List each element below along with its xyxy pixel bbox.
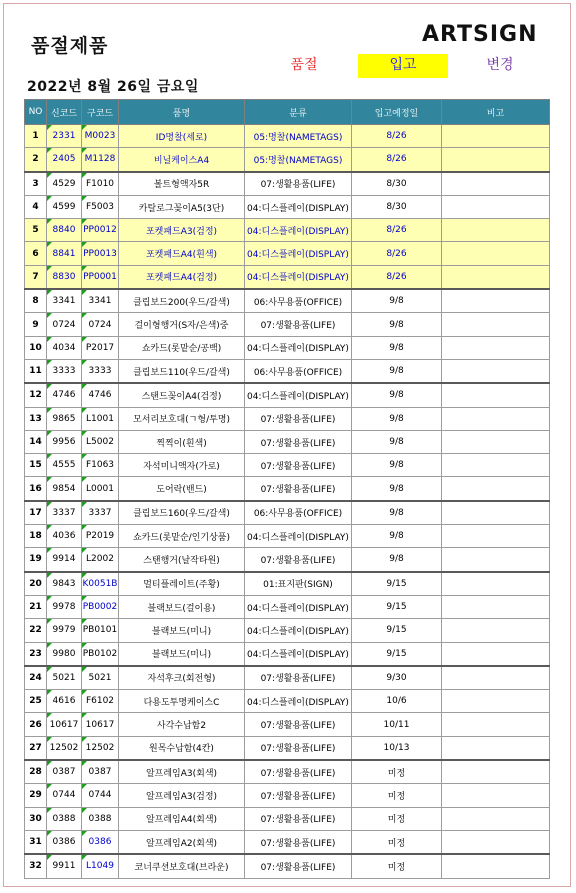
table-row: [25, 690, 550, 713]
row-product-name-cell: 블랙보드(미니): [119, 619, 245, 642]
row-note-cell: [442, 830, 550, 854]
row-old-code-cell: 4746: [82, 383, 119, 407]
row-no-cell: 32: [25, 854, 47, 878]
table-row: [25, 807, 550, 830]
row-old-code-cell: 0387: [82, 760, 119, 784]
row-category-cell: 04:디스플레이(DISPLAY): [245, 595, 352, 618]
table-row: [25, 219, 550, 242]
row-product-name-cell: 도어락(밴드): [119, 477, 245, 501]
row-note-cell: [442, 477, 550, 501]
row-old-code-cell: P2019: [82, 525, 119, 548]
row-new-code-cell: 4746: [47, 383, 82, 407]
row-expected-date-cell: 10/13: [352, 736, 442, 760]
table-row: [25, 289, 550, 313]
row-category-cell: 06:사무용품(OFFICE): [245, 359, 352, 383]
table-row: [25, 265, 550, 289]
row-expected-date-cell: 9/8: [352, 289, 442, 313]
table-row: [25, 172, 550, 196]
row-note-cell: [442, 265, 550, 289]
row-note-cell: [442, 572, 550, 596]
row-expected-date-cell: 미정: [352, 854, 442, 878]
table-row: [25, 713, 550, 736]
row-expected-date-cell: 9/8: [352, 313, 442, 336]
row-new-code-cell: 9956: [47, 430, 82, 453]
row-old-code-cell: P2017: [82, 336, 119, 359]
row-old-code-cell: L1049: [82, 854, 119, 878]
row-old-code-cell: PB0002: [82, 595, 119, 618]
row-note-cell: [442, 690, 550, 713]
row-new-code-cell: 4599: [47, 195, 82, 218]
row-no-cell: 20: [25, 572, 47, 596]
row-no-cell: 8: [25, 289, 47, 313]
row-expected-date-cell: 9/15: [352, 619, 442, 642]
row-category-cell: 04:디스플레이(DISPLAY): [245, 336, 352, 359]
row-category-cell: 07:생활용품(LIFE): [245, 666, 352, 690]
row-product-name-cell: 스탠드꽂이A4(검정): [119, 383, 245, 407]
row-note-cell: [442, 289, 550, 313]
table-row: [25, 854, 550, 878]
row-old-code-cell: PB0102: [82, 642, 119, 666]
row-note-cell: [442, 172, 550, 196]
row-old-code-cell: M1128: [82, 148, 119, 172]
row-category-cell: 07:생활용품(LIFE): [245, 830, 352, 854]
row-product-name-cell: 원목수납함(4칸): [119, 736, 245, 760]
row-old-code-cell: PB0101: [82, 619, 119, 642]
row-note-cell: [442, 195, 550, 218]
row-expected-date-cell: 미정: [352, 807, 442, 830]
row-category-cell: 07:생활용품(LIFE): [245, 760, 352, 784]
row-product-name-cell: 클립보드160(우드/갈색): [119, 501, 245, 525]
row-no-cell: 28: [25, 760, 47, 784]
row-note-cell: [442, 666, 550, 690]
row-category-cell: 07:생활용품(LIFE): [245, 407, 352, 430]
table-row: [25, 477, 550, 501]
row-no-cell: 24: [25, 666, 47, 690]
row-product-name-cell: 알프레임A4(회색): [119, 807, 245, 830]
row-new-code-cell: 0388: [47, 807, 82, 830]
row-note-cell: [442, 125, 550, 148]
table-row: [25, 195, 550, 218]
row-expected-date-cell: 8/30: [352, 195, 442, 218]
row-note-cell: [442, 501, 550, 525]
row-product-name-cell: 클립보드110(우드/갈색): [119, 359, 245, 383]
row-no-cell: 11: [25, 359, 47, 383]
row-no-cell: 26: [25, 713, 47, 736]
row-new-code-cell: 4036: [47, 525, 82, 548]
table-row: [25, 430, 550, 453]
row-product-name-cell: 스탠행거(날작타원): [119, 548, 245, 572]
row-note-cell: [442, 642, 550, 666]
stock-table: [24, 99, 550, 879]
row-no-cell: 4: [25, 195, 47, 218]
table-header-row: [25, 100, 550, 125]
row-product-name-cell: 포켓패드A4(검정): [119, 265, 245, 289]
row-old-code-cell: F6102: [82, 690, 119, 713]
row-product-name-cell: 멀티플레이트(주황): [119, 572, 245, 596]
legend-changed: 변경: [486, 57, 514, 73]
row-category-cell: 07:생활용품(LIFE): [245, 854, 352, 878]
row-new-code-cell: 9979: [47, 619, 82, 642]
table-row: [25, 501, 550, 525]
row-no-cell: 29: [25, 784, 47, 807]
row-product-name-cell: 알프레임A3(검정): [119, 784, 245, 807]
row-note-cell: [442, 148, 550, 172]
row-no-cell: 19: [25, 548, 47, 572]
row-expected-date-cell: 9/8: [352, 359, 442, 383]
header-no: NO: [25, 100, 47, 125]
row-product-name-cell: 자석후크(회전형): [119, 666, 245, 690]
row-old-code-cell: 10617: [82, 713, 119, 736]
row-new-code-cell: 9843: [47, 572, 82, 596]
row-no-cell: 2: [25, 148, 47, 172]
row-old-code-cell: L2002: [82, 548, 119, 572]
row-old-code-cell: 0744: [82, 784, 119, 807]
row-product-name-cell: 카탈로그꽂이A5(3단): [119, 195, 245, 218]
table-row: [25, 359, 550, 383]
row-product-name-cell: 코너쿠션보호대(브라운): [119, 854, 245, 878]
row-note-cell: [442, 713, 550, 736]
row-note-cell: [442, 242, 550, 265]
row-expected-date-cell: 10/6: [352, 690, 442, 713]
row-category-cell: 04:디스플레이(DISPLAY): [245, 642, 352, 666]
row-note-cell: [442, 595, 550, 618]
row-no-cell: 27: [25, 736, 47, 760]
row-note-cell: [442, 454, 550, 477]
row-new-code-cell: 8830: [47, 265, 82, 289]
row-expected-date-cell: 9/8: [352, 501, 442, 525]
row-old-code-cell: F5003: [82, 195, 119, 218]
row-category-cell: 04:디스플레이(DISPLAY): [245, 195, 352, 218]
legend-inbound: 입고: [358, 54, 448, 78]
row-old-code-cell: 12502: [82, 736, 119, 760]
row-note-cell: [442, 784, 550, 807]
table-row: [25, 736, 550, 760]
row-no-cell: 5: [25, 219, 47, 242]
row-note-cell: [442, 359, 550, 383]
row-new-code-cell: 4616: [47, 690, 82, 713]
row-new-code-cell: 4529: [47, 172, 82, 196]
header-product-name: 품명: [119, 100, 245, 125]
row-old-code-cell: F1010: [82, 172, 119, 196]
row-category-cell: 04:디스플레이(DISPLAY): [245, 525, 352, 548]
row-new-code-cell: 2405: [47, 148, 82, 172]
header-category: 분류: [245, 100, 352, 125]
row-note-cell: [442, 336, 550, 359]
row-expected-date-cell: 9/8: [352, 430, 442, 453]
row-product-name-cell: 포켓패드A4(흰색): [119, 242, 245, 265]
row-category-cell: 06:사무용품(OFFICE): [245, 501, 352, 525]
row-old-code-cell: PP0012: [82, 219, 119, 242]
row-note-cell: [442, 313, 550, 336]
row-expected-date-cell: 미정: [352, 760, 442, 784]
row-new-code-cell: 9854: [47, 477, 82, 501]
row-expected-date-cell: 9/8: [352, 383, 442, 407]
row-no-cell: 21: [25, 595, 47, 618]
header-expected-date: 입고예정일: [352, 100, 442, 125]
row-old-code-cell: 0386: [82, 830, 119, 854]
row-note-cell: [442, 548, 550, 572]
row-new-code-cell: 0386: [47, 830, 82, 854]
table-row: [25, 313, 550, 336]
row-no-cell: 25: [25, 690, 47, 713]
row-category-cell: 05:명찰(NAMETAGS): [245, 148, 352, 172]
row-expected-date-cell: 9/8: [352, 477, 442, 501]
header-old-code: 구코드: [82, 100, 119, 125]
table-row: [25, 454, 550, 477]
table-row: [25, 525, 550, 548]
row-old-code-cell: PP0013: [82, 242, 119, 265]
row-old-code-cell: 0388: [82, 807, 119, 830]
table-row: [25, 784, 550, 807]
row-category-cell: 07:생활용품(LIFE): [245, 477, 352, 501]
row-expected-date-cell: 9/8: [352, 336, 442, 359]
row-old-code-cell: PP0001: [82, 265, 119, 289]
row-expected-date-cell: 8/26: [352, 125, 442, 148]
row-old-code-cell: 3337: [82, 501, 119, 525]
row-old-code-cell: 5021: [82, 666, 119, 690]
table-row: [25, 125, 550, 148]
row-category-cell: 07:생활용품(LIFE): [245, 736, 352, 760]
row-expected-date-cell: 8/26: [352, 242, 442, 265]
row-category-cell: 07:생활용품(LIFE): [245, 172, 352, 196]
row-old-code-cell: K0051B: [82, 572, 119, 596]
table-row: [25, 666, 550, 690]
row-new-code-cell: 12502: [47, 736, 82, 760]
row-old-code-cell: 3333: [82, 359, 119, 383]
row-no-cell: 7: [25, 265, 47, 289]
row-expected-date-cell: 9/8: [352, 454, 442, 477]
row-product-name-cell: 쇼카드(롯맡순/인기상품): [119, 525, 245, 548]
row-new-code-cell: 4034: [47, 336, 82, 359]
row-no-cell: 15: [25, 454, 47, 477]
row-no-cell: 13: [25, 407, 47, 430]
row-expected-date-cell: 9/15: [352, 572, 442, 596]
brand-logo-text: ARTSIGN: [422, 22, 538, 47]
row-new-code-cell: 3337: [47, 501, 82, 525]
row-no-cell: 17: [25, 501, 47, 525]
row-product-name-cell: 블랙보드(걸이용): [119, 595, 245, 618]
row-category-cell: 07:생활용품(LIFE): [245, 454, 352, 477]
row-product-name-cell: 찍찍이(흰색): [119, 430, 245, 453]
row-new-code-cell: 5021: [47, 666, 82, 690]
row-new-code-cell: 4555: [47, 454, 82, 477]
row-expected-date-cell: 미정: [352, 784, 442, 807]
row-new-code-cell: 3341: [47, 289, 82, 313]
row-no-cell: 12: [25, 383, 47, 407]
row-category-cell: 04:디스플레이(DISPLAY): [245, 383, 352, 407]
row-old-code-cell: L5002: [82, 430, 119, 453]
row-category-cell: 05:명찰(NAMETAGS): [245, 125, 352, 148]
header-note: 비고: [442, 100, 550, 125]
row-note-cell: [442, 760, 550, 784]
row-product-name-cell: 다용도투명케이스C: [119, 690, 245, 713]
row-new-code-cell: 10617: [47, 713, 82, 736]
row-product-name-cell: 쇼카드(롯맡순/공백): [119, 336, 245, 359]
row-new-code-cell: 9980: [47, 642, 82, 666]
table-row: [25, 595, 550, 618]
row-no-cell: 22: [25, 619, 47, 642]
row-note-cell: [442, 736, 550, 760]
table-row: [25, 383, 550, 407]
row-expected-date-cell: 미정: [352, 830, 442, 854]
row-new-code-cell: 0724: [47, 313, 82, 336]
row-category-cell: 06:사무용품(OFFICE): [245, 289, 352, 313]
row-expected-date-cell: 8/30: [352, 172, 442, 196]
table-row: [25, 548, 550, 572]
table-row: [25, 642, 550, 666]
row-expected-date-cell: 8/26: [352, 265, 442, 289]
row-old-code-cell: L1001: [82, 407, 119, 430]
table-row: [25, 148, 550, 172]
row-category-cell: 07:생활용품(LIFE): [245, 548, 352, 572]
row-product-name-cell: 볼트형액자5R: [119, 172, 245, 196]
row-expected-date-cell: 9/15: [352, 642, 442, 666]
row-note-cell: [442, 219, 550, 242]
row-category-cell: 04:디스플레이(DISPLAY): [245, 265, 352, 289]
row-product-name-cell: 비닐케이스A4: [119, 148, 245, 172]
row-expected-date-cell: 9/30: [352, 666, 442, 690]
row-new-code-cell: 2331: [47, 125, 82, 148]
row-expected-date-cell: 8/26: [352, 148, 442, 172]
row-category-cell: 04:디스플레이(DISPLAY): [245, 219, 352, 242]
row-product-name-cell: 알프레임A3(회색): [119, 760, 245, 784]
row-note-cell: [442, 619, 550, 642]
row-new-code-cell: 9911: [47, 854, 82, 878]
row-category-cell: 01:표지판(SIGN): [245, 572, 352, 596]
row-note-cell: [442, 807, 550, 830]
table-row: [25, 407, 550, 430]
table-row: [25, 830, 550, 854]
row-product-name-cell: 걸이형행거(S자/은색)중: [119, 313, 245, 336]
row-product-name-cell: 포켓패드A3(검정): [119, 219, 245, 242]
row-new-code-cell: 9914: [47, 548, 82, 572]
row-no-cell: 16: [25, 477, 47, 501]
row-category-cell: 07:생활용품(LIFE): [245, 430, 352, 453]
row-new-code-cell: 9865: [47, 407, 82, 430]
row-product-name-cell: 모서리보호대(ㄱ형/투명): [119, 407, 245, 430]
row-note-cell: [442, 407, 550, 430]
row-no-cell: 18: [25, 525, 47, 548]
page-title: 품절제품: [31, 35, 109, 57]
row-no-cell: 30: [25, 807, 47, 830]
row-category-cell: 07:생활용품(LIFE): [245, 807, 352, 830]
row-category-cell: 04:디스플레이(DISPLAY): [245, 619, 352, 642]
row-old-code-cell: 3341: [82, 289, 119, 313]
table-row: [25, 242, 550, 265]
row-product-name-cell: ID명찰(세로): [119, 125, 245, 148]
row-no-cell: 3: [25, 172, 47, 196]
row-product-name-cell: 알프레임A2(회색): [119, 830, 245, 854]
row-new-code-cell: 8841: [47, 242, 82, 265]
row-note-cell: [442, 383, 550, 407]
table-row: [25, 760, 550, 784]
row-expected-date-cell: 9/8: [352, 525, 442, 548]
row-no-cell: 9: [25, 313, 47, 336]
row-expected-date-cell: 9/15: [352, 595, 442, 618]
row-old-code-cell: 0724: [82, 313, 119, 336]
row-category-cell: 07:생활용품(LIFE): [245, 784, 352, 807]
table-row: [25, 336, 550, 359]
row-new-code-cell: 9978: [47, 595, 82, 618]
row-note-cell: [442, 525, 550, 548]
row-product-name-cell: 클립보드200(우드/갈색): [119, 289, 245, 313]
row-expected-date-cell: 9/8: [352, 407, 442, 430]
row-product-name-cell: 자석미니액자(가로): [119, 454, 245, 477]
table-row: [25, 572, 550, 596]
row-note-cell: [442, 430, 550, 453]
row-no-cell: 31: [25, 830, 47, 854]
row-category-cell: 07:생활용품(LIFE): [245, 713, 352, 736]
row-no-cell: 1: [25, 125, 47, 148]
row-expected-date-cell: 10/11: [352, 713, 442, 736]
row-no-cell: 14: [25, 430, 47, 453]
report-date: 2022년 8월 26일 금요일: [27, 79, 199, 95]
row-category-cell: 04:디스플레이(DISPLAY): [245, 242, 352, 265]
row-new-code-cell: 0387: [47, 760, 82, 784]
row-category-cell: 07:생활용품(LIFE): [245, 313, 352, 336]
row-expected-date-cell: 9/8: [352, 548, 442, 572]
table-row: [25, 619, 550, 642]
row-no-cell: 6: [25, 242, 47, 265]
row-old-code-cell: M0023: [82, 125, 119, 148]
row-product-name-cell: 블랙보드(미니): [119, 642, 245, 666]
row-old-code-cell: F1063: [82, 454, 119, 477]
row-old-code-cell: L0001: [82, 477, 119, 501]
row-new-code-cell: 3333: [47, 359, 82, 383]
header-new-code: 신코드: [47, 100, 82, 125]
row-new-code-cell: 0744: [47, 784, 82, 807]
row-expected-date-cell: 8/26: [352, 219, 442, 242]
row-new-code-cell: 8840: [47, 219, 82, 242]
row-note-cell: [442, 854, 550, 878]
legend-sold: 품절: [290, 57, 318, 73]
row-no-cell: 23: [25, 642, 47, 666]
row-product-name-cell: 사각수납함2: [119, 713, 245, 736]
row-no-cell: 10: [25, 336, 47, 359]
row-category-cell: 04:디스플레이(DISPLAY): [245, 690, 352, 713]
